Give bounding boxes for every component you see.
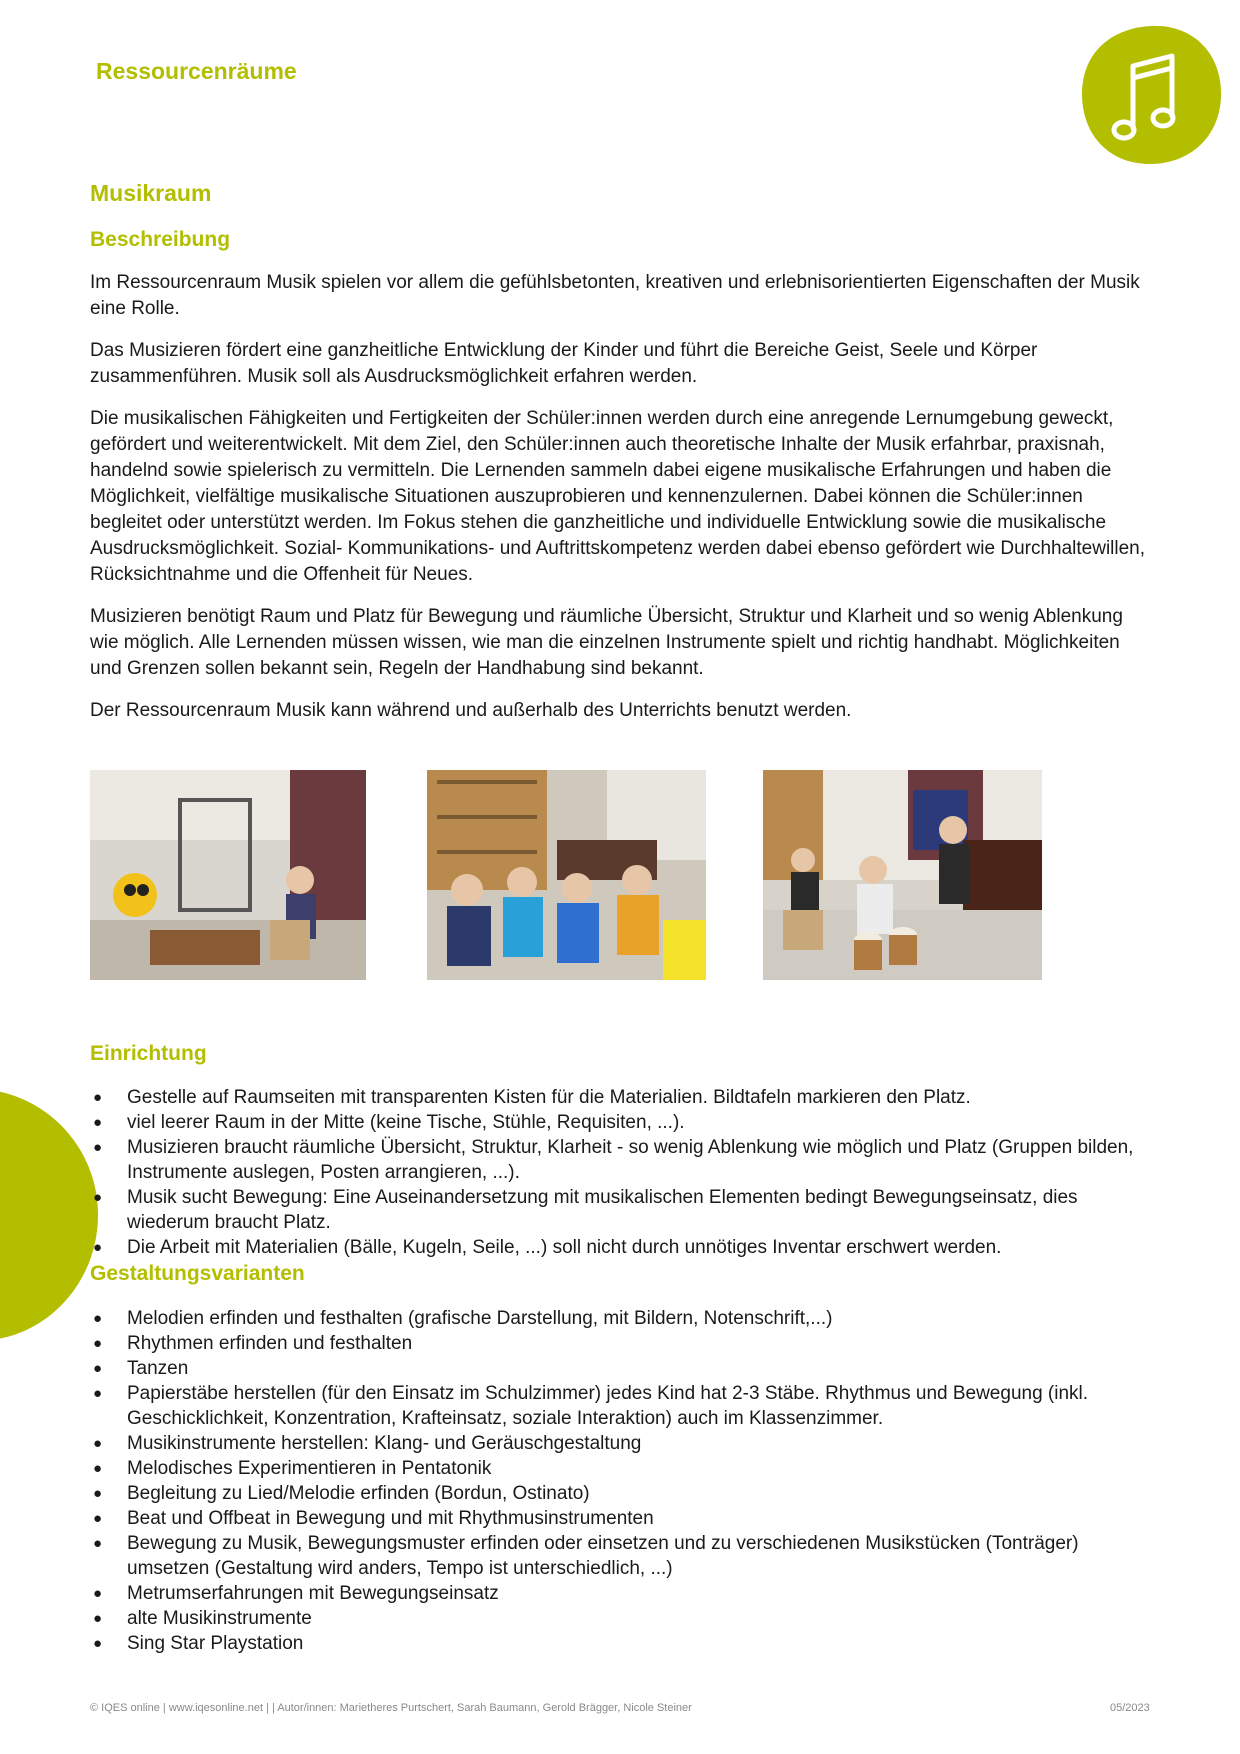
list-item: ● Musik sucht Bewegung: Eine Auseinandersetzung mit musikalischen Elementen bedingt Bewegungseinsatz, dies wiederum braucht Platz.	[93, 1187, 1078, 1233]
list-item: ● Musizieren braucht räumliche Übersicht, Struktur, Klarheit - so wenig Ablenkung wie möglich und Platz (Gruppen bilden, Instrumente auslegen, Posten arrangieren, ...).	[93, 1137, 1134, 1183]
list-item: ● Begleitung zu Lied/Melodie erfinden (Bordun, Ostinato)	[93, 1483, 590, 1504]
section-title: Musikraum	[90, 180, 212, 206]
einrichtung-heading: Einrichtung	[90, 1042, 207, 1065]
photo-strip	[90, 770, 1090, 980]
list-item: ● Tanzen	[93, 1358, 189, 1379]
list-item: ● Papierstäbe herstellen (für den Einsatz im Schulzimmer) jedes Kind hat 2-3 Stäbe. Rhythmus und Bewegung (inkl. Geschicklichkeit, Konzentration, Krafteinsatz, soziale Interaktion) auch im Klassenzimmer.	[93, 1383, 1089, 1429]
photo-music-room-3	[763, 770, 1042, 980]
paragraph: Der Ressourcenraum Musik kann während und außerhalb des Unterrichts benutzt werden.	[90, 700, 852, 721]
gestaltung-list	[90, 1306, 1150, 1656]
list-item: ● viel leerer Raum in der Mitte (keine Tische, Stühle, Requisiten, ...).	[93, 1112, 685, 1133]
list-item: ● Melodien erfinden und festhalten (grafische Darstellung, mit Bildern, Notenschrift,...)	[93, 1308, 833, 1329]
beschreibung-heading: Beschreibung	[90, 228, 231, 251]
list-item: ● Sing Star Playstation	[93, 1633, 304, 1654]
list-item: ● Gestelle auf Raumseiten mit transparenten Kisten für die Materialien. Bildtafeln markieren den Platz.	[93, 1087, 971, 1108]
footer-credits: © IQES online | www.iqesonline.net | | Autor/innen: Marietheres Purtschert, Sarah Baumann, Gerold Brägger, Nicole Steiner	[90, 1702, 692, 1714]
photo-music-room-1	[90, 770, 366, 980]
gestaltung-heading: Gestaltungsvarianten	[90, 1262, 305, 1285]
paragraph: Das Musizieren fördert eine ganzheitliche Entwicklung der Kinder und führt die Bereiche Geist, Seele und Körper zusammenführen. Musik soll als Ausdrucksmöglichkeit erfahren werden.	[90, 340, 1038, 387]
decorative-blob	[0, 1090, 100, 1340]
einrichtung-list	[90, 1085, 1150, 1260]
list-item: ● Musikinstrumente herstellen: Klang- und Geräuschgestaltung	[93, 1433, 642, 1454]
list-item: ● Rhythmen erfinden und festhalten	[93, 1333, 413, 1354]
photo-music-room-2	[427, 770, 706, 980]
list-item: ● Die Arbeit mit Materialien (Bälle, Kugeln, Seile, ...) soll nicht durch unnötiges Inventar erschwert werden.	[93, 1237, 1002, 1258]
list-item: ● Metrumserfahrungen mit Bewegungseinsatz	[93, 1583, 499, 1604]
description-text	[90, 270, 1150, 740]
list-item: ● alte Musikinstrumente	[93, 1608, 312, 1629]
paragraph: Die musikalischen Fähigkeiten und Fertigkeiten der Schüler:innen werden durch eine anregende Lernumgebung geweckt, gefördert und weiterentwickelt. Mit dem Ziel, den Schüler:innen auch theoretische Inhalte der Musik erfahrbar, praxisnah, handelnd sowie spielerisch zu vermitteln. Die Lernenden sammeln dabei eigene musikalische Erfahrungen und haben die Möglichkeit, vielfältige musikalische Situationen auszuprobieren und kennenzulernen. Dabei können die Schüler:innen begleitet oder unterstützt werden. Im Fokus stehen die ganzheitliche und individuelle Entwicklung sowie die musikalische Ausdrucksmöglichkeit. Sozial- Kommunikations- und Auftrittskompetenz werden dabei ebenso gefördert wie Durchhaltewillen, Rücksichtnahme und die Offenheit für Neues.	[90, 408, 1146, 585]
paragraph: Im Ressourcenraum Musik spielen vor allem die gefühlsbetonten, kreativen und erlebnisorientierten Eigenschaften der Musik eine Rolle.	[90, 272, 1140, 319]
list-item: ● Beat und Offbeat in Bewegung und mit Rhythmusinstrumenten	[93, 1508, 654, 1529]
page-header-title: Ressourcenräume	[96, 58, 297, 84]
list-item: ● Bewegung zu Musik, Bewegungsmuster erfinden oder einsetzen und zu verschiedenen Musikstücken (Tonträger) umsetzen (Gestaltung wird anders, Tempo ist unterschiedlich, ...)	[93, 1533, 1079, 1579]
paragraph: Musizieren benötigt Raum und Platz für Bewegung und räumliche Übersicht, Struktur und Klarheit und so wenig Ablenkung wie möglich. Alle Lernenden müssen wissen, wie man die einzelnen Instrumente spielt und richtig handhabt. Möglichkeiten und Grenzen sollen bekannt sein, Regeln der Handhabung sind bekannt.	[90, 606, 1123, 679]
footer-date: 05/2023	[1110, 1702, 1150, 1714]
list-item: ● Melodisches Experimentieren in Pentatonik	[93, 1458, 492, 1479]
music-note-icon	[1078, 22, 1224, 168]
